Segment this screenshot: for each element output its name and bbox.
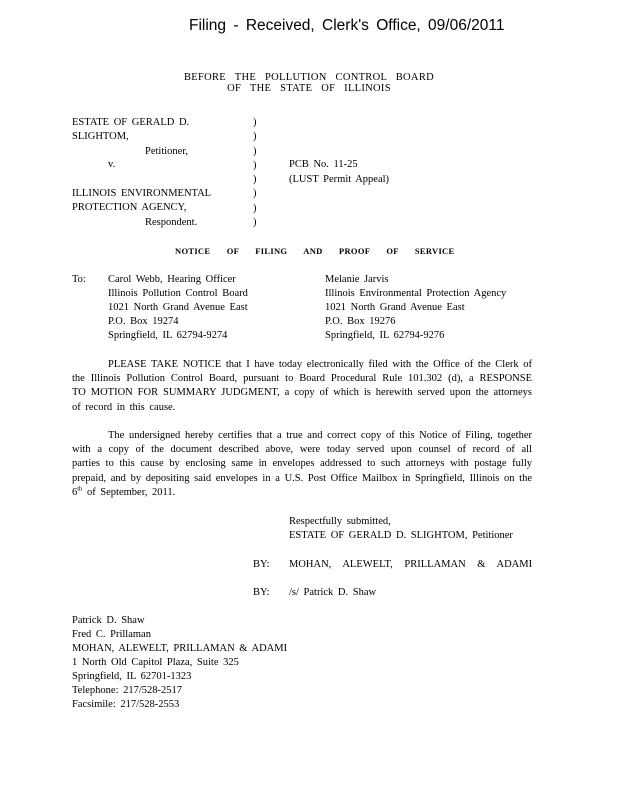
court-title bbox=[0, 72, 618, 94]
caption-petitioner-name-2: SLIGHTOM, bbox=[72, 131, 129, 142]
caption-petitioner-name-1: ESTATE OF GERALD D. bbox=[72, 117, 190, 128]
recipient-right-line: Illinois Environmental Protection Agency bbox=[325, 288, 507, 299]
caption-petitioner-role: Petitioner, bbox=[145, 146, 189, 157]
date-ordinal-suffix: th bbox=[77, 485, 83, 493]
recipient-left bbox=[108, 273, 248, 343]
attorney-line: MOHAN, ALEWELT, PRILLAMAN & ADAMI bbox=[72, 643, 288, 654]
recipient-right-line: Melanie Jarvis bbox=[325, 274, 389, 285]
caption-bracket: ) bbox=[253, 174, 257, 186]
signature-party: ESTATE OF GERALD D. SLIGHTOM, Petitioner bbox=[289, 530, 513, 541]
attorney-line: Patrick D. Shaw bbox=[72, 615, 145, 626]
recipient-right-line: P.O. Box 19276 bbox=[325, 316, 396, 327]
caption-brackets bbox=[253, 116, 257, 230]
recipient-left-line: Illinois Pollution Control Board bbox=[108, 288, 248, 299]
attorney-line: Fred C. Prillaman bbox=[72, 629, 151, 640]
filing-stamp: Filing - Received, Clerk's Office, 09/06/2011 bbox=[189, 17, 505, 34]
caption-respondent-name-2: PROTECTION AGENCY, bbox=[72, 202, 187, 213]
notice-paragraph: PLEASE TAKE NOTICE that I have today electronically filed with the Office of the Clerk of the Illinois Pollution Control Board, pursuant to Board Procedural Rule 101.302 (d), a RESPONSE TO MOTION FOR SUMMARY JUDGMENT, a copy of which is herewith served upon the attorneys of record in this cause. bbox=[72, 359, 532, 413]
certification-ending: of September, 2011. bbox=[82, 486, 176, 498]
caption-bracket: ) bbox=[253, 117, 257, 128]
court-title-line-2: OF THE STATE OF ILLINOIS bbox=[227, 83, 391, 94]
recipient-left-line: 1021 North Grand Avenue East bbox=[108, 302, 248, 313]
closing: Respectfully submitted, bbox=[289, 516, 391, 527]
attorney-line: Facsimile: 217/528-2553 bbox=[72, 699, 180, 710]
attorney-block bbox=[72, 614, 287, 712]
to-label: To: bbox=[72, 274, 86, 285]
recipient-right bbox=[325, 273, 506, 343]
attorney-line: Springfield, IL 62701-1323 bbox=[72, 671, 192, 682]
recipient-left-line: Carol Webb, Hearing Officer bbox=[108, 274, 236, 285]
notice-heading: NOTICE OF FILING AND PROOF OF SERVICE bbox=[175, 246, 455, 256]
by-label: BY: bbox=[253, 559, 270, 570]
by-label: BY: bbox=[253, 587, 270, 598]
case-number: PCB No. 11-25 bbox=[289, 159, 358, 170]
caption-bracket: ) bbox=[253, 131, 257, 143]
electronic-signature: /s/ Patrick D. Shaw bbox=[289, 587, 377, 598]
caption-bracket: ) bbox=[253, 217, 257, 229]
caption-bracket: ) bbox=[253, 159, 257, 171]
recipient-left-line: P.O. Box 19274 bbox=[108, 316, 179, 327]
caption-bracket: ) bbox=[253, 202, 257, 214]
certification-text: The undersigned hereby certifies that a true and correct copy of this Notice of Filing, together with a copy of the document described above, were today served upon counsel of record of all parties to this cause by enclosing same in envelopes addressed to such attorneys with postage fully prepaid, and by depositing said envelopes in a U.S. Post Office Mailbox in Springfield, Illinois on the 6 bbox=[72, 430, 532, 498]
caption-respondent-role: Respondent. bbox=[145, 217, 198, 228]
law-firm: MOHAN, ALEWELT, PRILLAMAN & ADAMI bbox=[289, 559, 533, 570]
recipient-right-line: 1021 North Grand Avenue East bbox=[325, 302, 465, 313]
caption-bracket: ) bbox=[253, 145, 257, 157]
caption-respondent-name-1: ILLINOIS ENVIRONMENTAL bbox=[72, 188, 212, 199]
court-title-line-1: BEFORE THE POLLUTION CONTROL BOARD bbox=[183, 72, 435, 83]
attorney-line: 1 North Old Capitol Plaza, Suite 325 bbox=[72, 657, 239, 668]
caption-versus: v. bbox=[108, 159, 116, 170]
certification-paragraph bbox=[72, 429, 532, 500]
recipient-left-line: Springfield, IL 62794-9274 bbox=[108, 330, 228, 341]
caption-bracket: ) bbox=[253, 188, 257, 200]
case-type: (LUST Permit Appeal) bbox=[289, 174, 390, 185]
recipient-right-line: Springfield, IL 62794-9276 bbox=[325, 330, 445, 341]
attorney-line: Telephone: 217/528-2517 bbox=[72, 685, 183, 696]
